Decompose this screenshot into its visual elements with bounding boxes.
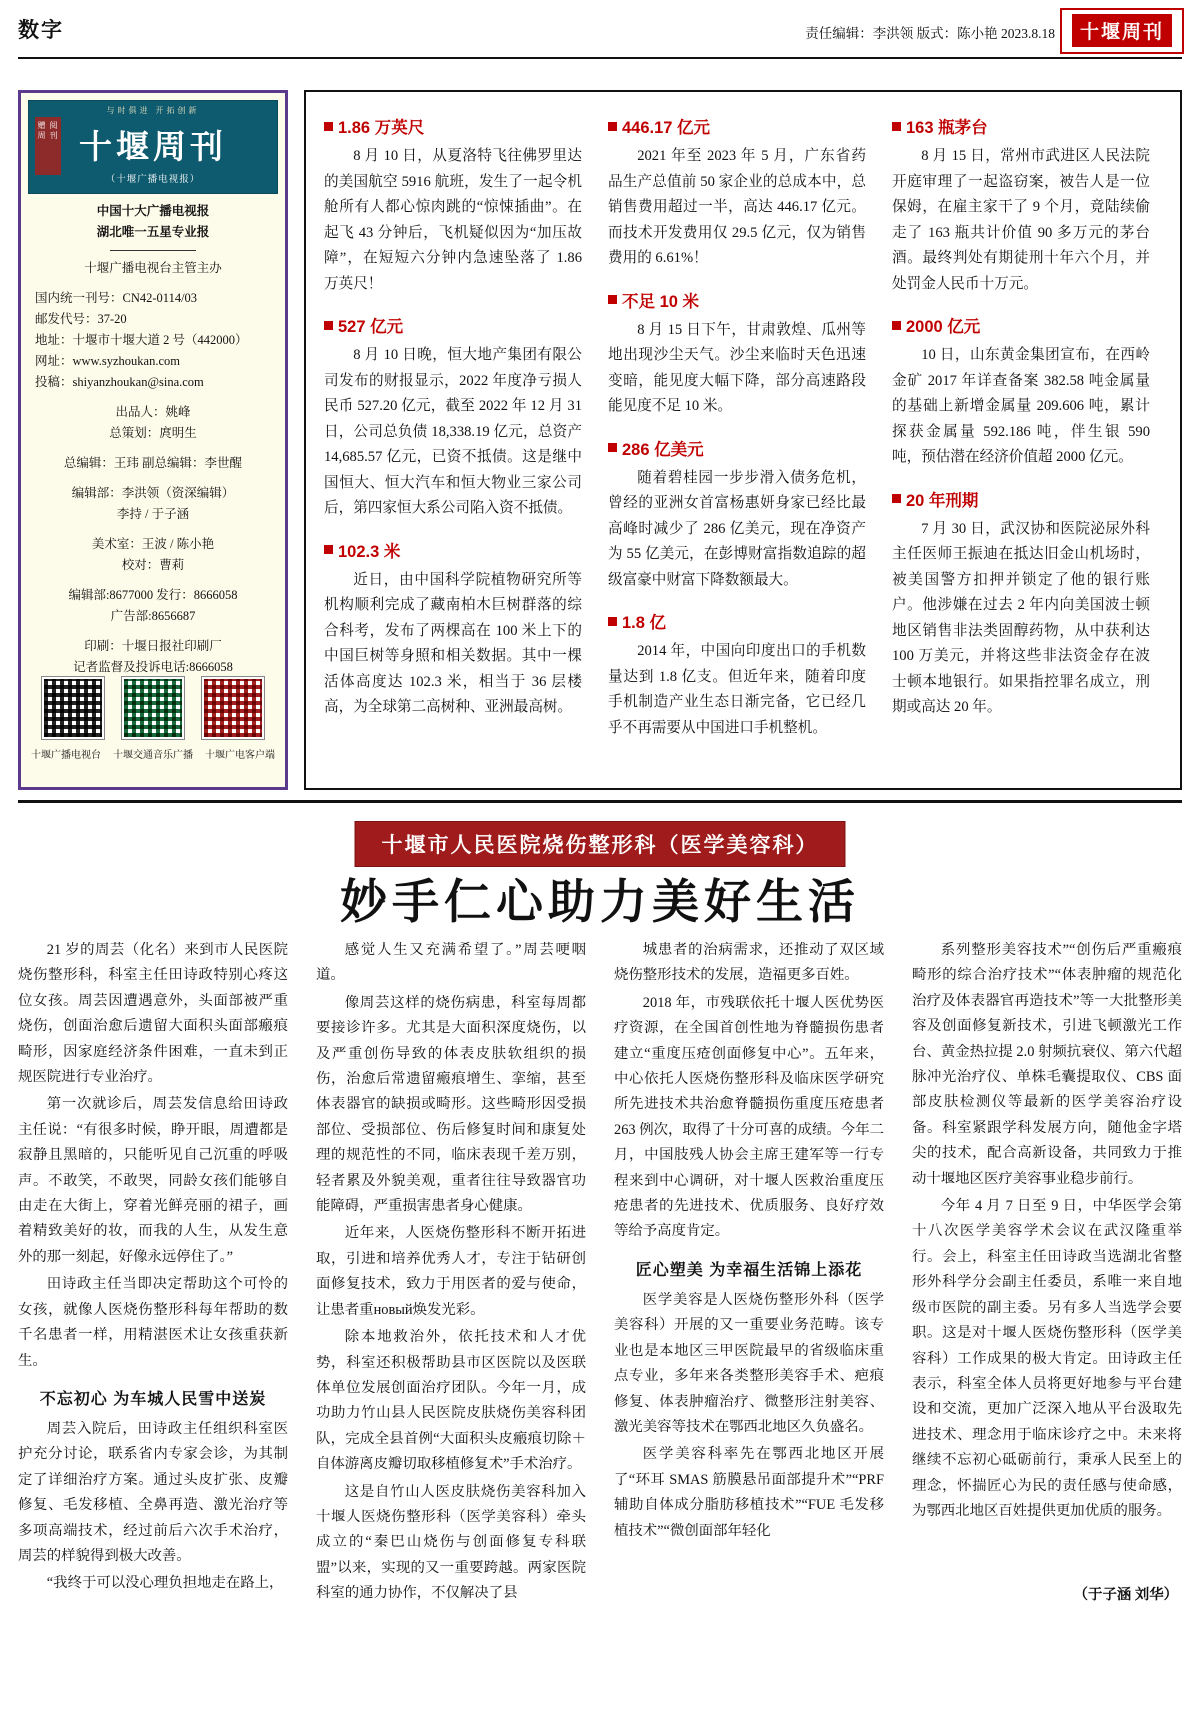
colophon-banner-top: 与时俱进 开拓创新 <box>106 106 200 115</box>
colophon-staff-6-1: 记者监督及投诉电话:8666058 <box>73 660 233 674</box>
feature-paragraph: 感觉人生又充满希望了。”周芸哽咽道。 <box>316 942 586 984</box>
feature-column-1 <box>18 938 288 1609</box>
news-item-heading <box>608 609 866 633</box>
colophon-contact-4: 投稿：shiyanzhoukan@sina.com <box>35 375 204 389</box>
colophon-staff-1-1: 总策划：庹明生 <box>109 426 197 440</box>
colophon-staff-4-1: 校对：曹莉 <box>121 558 185 572</box>
paper-name: 十堰周刊 <box>1072 14 1172 47</box>
feature-byline: （于子涵 刘华） <box>1073 1587 1178 1603</box>
feature-title: 妙手仁心助力美好生活 <box>340 875 860 928</box>
news-item-heading <box>324 538 582 562</box>
news-item-body: 8 月 10 日，从夏洛特飞往佛罗里达的美国航空 5916 航班，发生了一起令机舱所有人都心惊肉跳的“惊悚插曲”。在起飞 43 分钟后，飞机疑似因为“加压故障”，在短短六分钟内急速坠落了 1.86 万英尺！ <box>324 148 582 292</box>
colophon-staff-5-1: 广告部:8656687 <box>110 609 196 623</box>
feature-paragraph: 这是自竹山人医皮肤烧伤美容科加入十堰人医烧伤整形科（医学美容科）牵头成立的“秦巴山烧伤与创面修复专科联盟”以来，实现的又一重要跨越。两家医院科室的通力协作，不仅解决了县 <box>316 1483 586 1602</box>
feature-paragraph: 2018 年，市残联依托十堰人医优势医疗资源，在全国首创性地为脊髓损伤患者建立“重度压疮创面修复中心”。五年来，中心依托人医烧伤整形科及临床医学研究所先进技术共治愈脊髓损伤重度压疮患者 263 例次，取得了十分可喜的成绩。今年二月，中国肢残人协会主席王建军等一行专程来到中心调研，对十堰人医救治重度压疮患者的先进技术、优质服务、良好疗效等给予高度肯定。 <box>614 994 884 1240</box>
colophon-contact-0: 国内统一刊号：CN42-0114/03 <box>35 291 198 305</box>
news-columns <box>304 90 1182 790</box>
news-heading-text: 102.3 米 <box>338 542 401 561</box>
news-heading-text: 2000 亿元 <box>906 318 981 336</box>
bullet-square-icon <box>324 545 333 554</box>
news-heading-text: 不足 10 米 <box>622 292 700 311</box>
news-column-1 <box>324 114 582 778</box>
colophon-line3: 十堰广播电视台主管主办 <box>84 261 222 275</box>
qr-code-icon-radio[interactable] <box>122 677 184 739</box>
news-item-heading <box>892 114 1150 138</box>
feature-paragraph: 周芸入院后，田诗政主任组织科室医护充分讨论，联系省内专家会诊，为其制定了详细治疗方案。通过头皮扩张、皮瓣修复、毛发移植、全鼻再造、激光治疗等多项高端技术，经过前后六次手术治疗，周芸的样貌得到极大改善。 <box>18 1420 288 1564</box>
bullet-square-icon <box>608 295 617 304</box>
colophon-contact-3: 网址：www.syzhoukan.com <box>35 354 181 368</box>
news-item-body: 2021 年至 2023 年 5 月，广东省药品生产总值前 50 家企业的总成本中，总销售费用超过一半，高达 446.17 亿元。而技术开发费用仅 29.5 亿元，仅为销售费用的 6.61%！ <box>608 148 866 266</box>
colophon-body <box>21 201 285 678</box>
feature-paragraph: 医学美容是人医烧伤整形外科（医学美容科）开展的又一重要业务范畴。该专业也是本地区三甲医院最早的省级临床重点专业，多年来各类整形美容手术、疤痕修复、体表肿瘤治疗、微整形注射美容、激光美容等技术在鄂西北地区久负盛名。 <box>614 1291 884 1435</box>
colophon-staff-1-0: 出品人：姚峰 <box>115 405 191 419</box>
colophon-staff-4 <box>35 534 271 576</box>
colophon-contact-1: 邮发代号：37-20 <box>35 312 127 326</box>
bullet-square-icon <box>892 494 901 503</box>
news-item-body: 8 月 15 日，常州市武进区人民法院开庭审理了一起盗窃案，被告人是一位保姆，在雇主家干了 9 个月，竟陆续偷走了 163 瓶共计价值 90 多万元的茅台酒。最终判处有期徒刑十年六个月，并处罚金人民币十万元。 <box>892 148 1150 292</box>
bullet-square-icon <box>324 122 333 131</box>
feature-paragraph: 21 岁的周芸（化名）来到市人民医院烧伤整形科，科室主任田诗政特别心疼这位女孩。周芸因遭遇意外，头面部被严重烧伤，创面治愈后遗留大面积头面部瘢痕畸形，因家庭经济条件困难，一直未到正规医院进行专业治疗。 <box>18 942 288 1086</box>
bullet-square-icon <box>608 617 617 626</box>
qr-caption-1: 十堰交通音乐广播 <box>113 750 193 761</box>
feature-columns <box>18 938 1182 1609</box>
news-item-body: 随着碧桂园一步步滑入债务危机，曾经的亚洲女首富杨惠妍身家已经比最高峰时减少了 286 亿美元，现在净资产为 55 亿美元，在彭博财富指数追踪的超级富豪中财富下降数额最大。 <box>608 469 866 588</box>
qr-code-row <box>21 677 285 739</box>
news-item-heading <box>608 288 866 312</box>
colophon-subtitle: （十堰广播电视报） <box>105 175 201 185</box>
feature-paragraph: “我终于可以没心理负担地走在路上， <box>46 1575 284 1592</box>
feature-paragraph: 田诗政主任当即决定帮助这个可怜的女孩，就像人医烧伤整形科每年帮助的数千名患者一样，用精湛医术让女孩重获新生。 <box>18 1276 288 1369</box>
feature-subheading: 匠心塑美 为幸福生活锦上添花 <box>635 1261 863 1279</box>
colophon-title: 十堰周刊 <box>79 128 227 165</box>
news-item-body: 10 日，山东黄金集团宣布，在西岭金矿 2017 年详查备案 382.58 吨金属量的基础上新增金属量 209.606 吨，累计探获金属量 592.186 吨，伴生银 590 吨，预估潜在经济价值超 2000 亿元。 <box>892 347 1150 465</box>
colophon-divider-1 <box>110 250 196 251</box>
masthead-rule <box>18 57 1182 59</box>
colophon-staff-5-0: 编辑部:8677000 发行：8666058 <box>68 588 238 602</box>
colophon-staff-1 <box>35 402 271 444</box>
feature-column-4 <box>912 938 1182 1609</box>
qr-caption-row <box>21 746 285 761</box>
feature-paragraph: 像周芸这样的烧伤病患，科室每周都要接诊许多。尤其是大面积深度烧伤，以及严重创伤导致的体表皮肤软组织的损伤，治愈后常遗留瘢痕增生、挛缩，甚至体表器官的缺损或畸形。这些畸形因受损部位、受损部位、伤后修复时间和康复处理的规范性的不同，临床表现千差万别，轻者累及外貌美观，重者往往导致器官功能障碍，严重损害患者身心健康。 <box>316 994 586 1215</box>
news-heading-text: 286 亿美元 <box>622 440 704 459</box>
colophon-contact-2: 地址：十堰市十堰大道 2 号（442000） <box>35 333 248 347</box>
colophon-line1: 中国十大广播电视报 <box>96 204 210 218</box>
colophon-staff-4-0: 美术室：王波 / 陈小艳 <box>91 537 215 551</box>
colophon-staff-5 <box>35 585 271 627</box>
qr-caption-2: 十堰广电客户端 <box>205 750 275 761</box>
colophon-staff-6-0: 印刷：十堰日报社印刷厂 <box>84 639 222 653</box>
colophon-staff-6 <box>35 636 271 678</box>
feature-column-3 <box>614 938 884 1609</box>
feature-article <box>18 800 1182 1715</box>
feature-paragraph: 除本地救治外，依托技术和人才优势，科室还积极帮助县市区医院以及医联体单位发展创面治疗团队。今年一月，成功助力竹山县人民医院皮肤烧伤美容科团队，完成全县首例“大面积头皮瘢痕切除＋自体游离皮瓣切取移植修复术”手术治疗。 <box>316 1329 586 1473</box>
colophon-panel <box>18 90 288 790</box>
news-column-2 <box>608 114 866 778</box>
bullet-square-icon <box>892 321 901 330</box>
news-item-heading <box>892 313 1150 337</box>
colophon-staff-2-0: 总编辑：王玮 副总编辑：李世醒 <box>63 456 243 470</box>
bullet-square-icon <box>324 321 333 330</box>
news-item-heading <box>892 487 1150 511</box>
news-item-body: 近日，由中国科学院植物研究所等机构顺利完成了藏南柏木巨树群落的综合科考，发布了两棵高在 100 米上下的中国巨树等身照和相关数据。其中一棵活体高度达 102.3 米，相当于 36 层楼高，为全球第二高树种、亚洲最高树。 <box>324 571 582 715</box>
news-heading-text: 527 亿元 <box>338 318 404 336</box>
colophon-staff-3-1: 李持 / 于子涵 <box>116 507 190 521</box>
colophon-staff-2 <box>35 453 271 474</box>
qr-code-icon-app[interactable] <box>202 677 264 739</box>
news-item-body: 2014 年，中国向印度出口的手机数量达到 1.8 亿支。但近年来，随着印度手机制造产业生态日渐完备，它已经几乎不再需要从中国进口手机整机。 <box>608 643 866 736</box>
feature-paragraph: 今年 4 月 7 日至 9 日，中华医学会第十八次医学美容学术会议在武汉隆重举行。会上，科室主任田诗政当选湖北省整形外科学分会副主任委员，系唯一来自地级市医院的副主委。另有多人当选学会要职。这是对十堰人医烧伤整形科（医学美容科）工作成果的极大肯定。田诗政主任表示，科室全体人员将更好地参与平台建设和交流，更加广泛深入地从平台汲取先进技术、理念用于临床诊疗之中。未来将继续不忘初心砥砺前行，秉承人民至上的理念，怀揣匠心为民的责任感与使命感，为鄂西北地区百姓提供更加优质的服务。 <box>912 1198 1182 1519</box>
news-heading-text: 1.8 亿 <box>622 614 667 632</box>
bullet-square-icon <box>892 122 901 131</box>
news-column-3 <box>892 114 1150 778</box>
colophon-contact-list <box>35 288 271 393</box>
colophon-staff-3-0: 编辑部：李洪领（资深编辑） <box>71 486 235 500</box>
news-item-heading <box>324 313 582 337</box>
news-item-heading <box>608 114 866 138</box>
news-heading-text: 446.17 亿元 <box>622 119 711 137</box>
feature-paragraph: 医学美容科率先在鄂西北地区开展了“环耳 SMAS 筋膜悬吊面部提升术”“PRF 辅助自体成分脂肪移植技术”“FUE 毛发移植技术”“微创面部年轻化 <box>614 1446 884 1539</box>
feature-banner: 十堰市人民医院烧伤整形科（医学美容科） <box>355 821 846 867</box>
feature-paragraph: 近年来，人医烧伤整形科不断开拓进取，引进和培养优秀人才，专注于钻研创面修复技术，致力于用医者的爱与使命，让患者重новый焕发光彩。 <box>316 1225 586 1318</box>
colophon-header <box>28 100 278 194</box>
section-label: 数字 <box>18 19 64 42</box>
news-item-body: 8 月 15 日下午，甘肃敦煌、瓜州等地出现沙尘天气。沙尘来临时天色迅速变暗，能见度大幅下降，部分高速路段能见度不足 10 米。 <box>608 321 866 414</box>
feature-subheading: 不忘初心 为车城人民雪中送炭 <box>39 1390 267 1408</box>
news-item-heading <box>608 436 866 460</box>
top-news-block <box>18 90 1182 790</box>
feature-paragraph: 系列整形美容技术”“创伤后严重瘢痕畸形的综合治疗技术”“体表肿瘤的规范化治疗及体表器官再造技术”等一大批整形美容及创面修复新技术，引进飞顿激光工作台、黄金热拉提 2.0 射频抗衰仪、第六代超脉冲光治疗仪、单株毛囊提取仪、CBS 面部皮肤检测仪等最新的医学美容治疗设备。科室紧跟学科发展方向，随他金字塔尖的技术，配合高新设备，共同致力于推动十堰地区医疗美容事业稳步前行。 <box>912 942 1182 1187</box>
qr-caption-0: 十堰广播电视台 <box>31 750 101 761</box>
masthead <box>0 0 1200 58</box>
colophon-stamp: 赠 阅 周 刊 <box>35 117 61 175</box>
feature-paragraph: 第一次就诊后，周芸发信息给田诗政主任说：“有很多时候，睁开眼，周遭都是寂静且黑暗的，只能听见自己沉重的呼吸声。不敢笑，不敢哭，同龄女孩们能够自由走在大街上，穿着光鲜亮丽的裙子，画着精致美好的妆，而我的人生，从发生意外的那一刻起，好像永远停住了。” <box>18 1096 288 1265</box>
news-item-heading <box>324 114 582 138</box>
issue-credits: 责任编辑：李洪领 版式：陈小艳 2023.8.18 <box>805 26 1055 41</box>
colophon-staff-3 <box>35 483 271 525</box>
news-heading-text: 20 年刑期 <box>906 491 979 510</box>
bullet-square-icon <box>608 122 617 131</box>
news-heading-text: 163 瓶茅台 <box>906 119 988 137</box>
qr-code-icon-tv[interactable] <box>42 677 104 739</box>
paper-name-badge <box>1060 8 1184 54</box>
feature-column-2 <box>316 938 586 1609</box>
news-heading-text: 1.86 万英尺 <box>338 119 425 137</box>
news-item-body: 7 月 30 日，武汉协和医院泌尿外科主任医师王振迪在抵达旧金山机场时，被美国警方扣押并锁定了他的银行账户。他涉嫌在过去 2 年内向美国波士顿地区销售非法类固醇药物，从中获利达 100 万美元，并将这些非法资金存在波士顿本地银行。如果指控罪名成立，刑期或高达 20 年。 <box>892 520 1150 715</box>
feature-paragraph: 城患者的治病需求，还推动了双区域烧伤整形技术的发展，造福更多百姓。 <box>614 942 884 984</box>
colophon-line2: 湖北唯一五星专业报 <box>96 225 210 239</box>
bullet-square-icon <box>608 443 617 452</box>
news-item-body: 8 月 10 日晚，恒大地产集团有限公司发布的财报显示，2022 年度净亏损人民币 527.20 亿元，截至 2022 年 12 月 31 日，公司总负债 18,338.19 亿元，总资产 14,685.57 亿元，已资不抵债。这是继中国恒大、恒大汽车和恒大物业三家公司后，第四家恒大系公司陷入资不抵债。 <box>324 347 582 516</box>
